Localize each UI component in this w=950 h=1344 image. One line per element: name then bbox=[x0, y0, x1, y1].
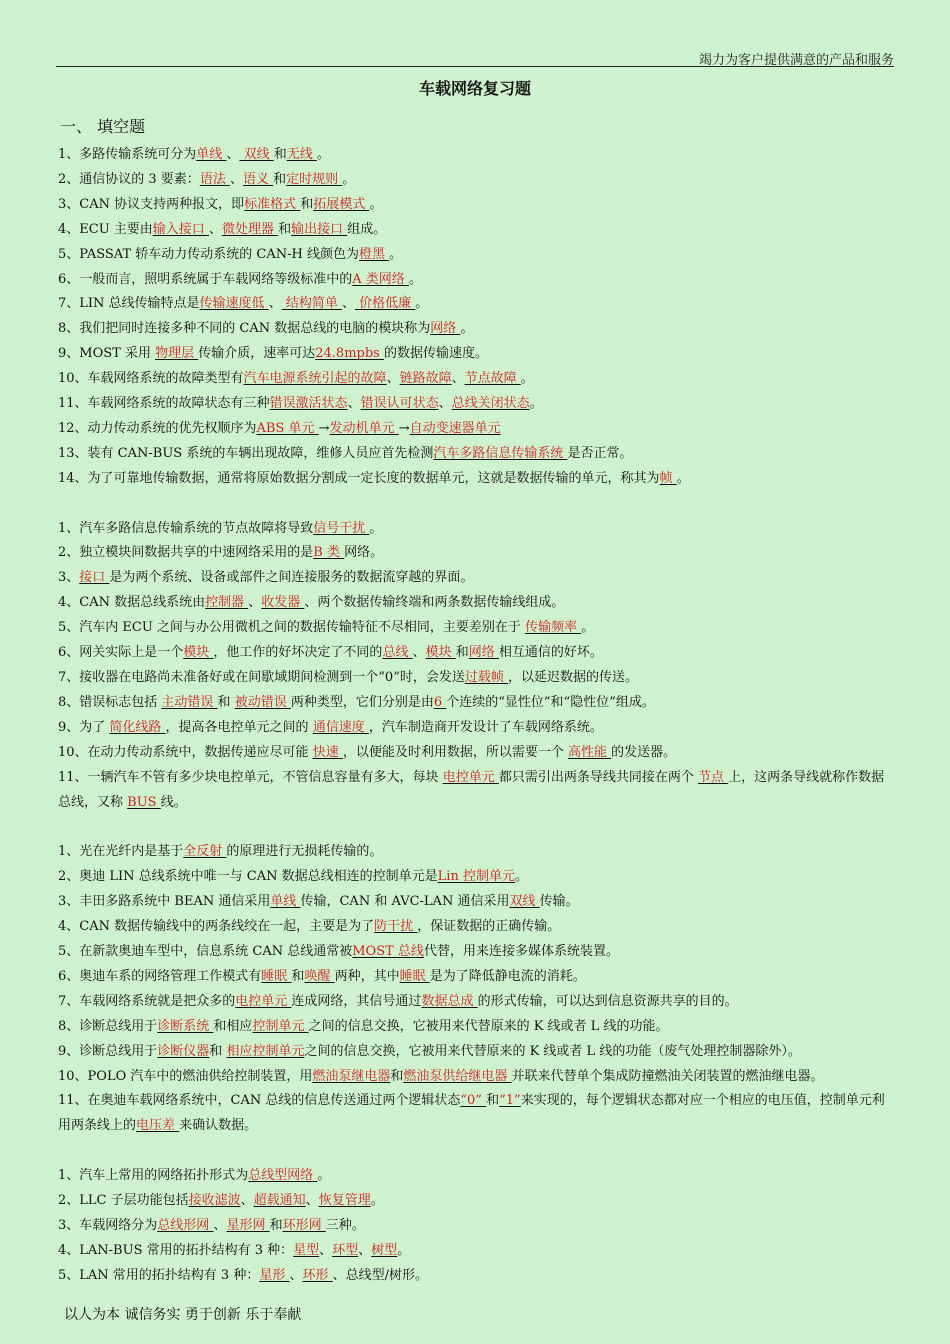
question-text: 11、车载网络系统的故障状态有三种 bbox=[58, 396, 270, 412]
question-text: 的发送器。 bbox=[611, 744, 677, 760]
answer-blank: 接收滤波 bbox=[188, 1193, 241, 1209]
question-text: 。 bbox=[676, 470, 690, 486]
question-text: 。 bbox=[369, 520, 383, 536]
answer-blank: 总线关闭状态 bbox=[451, 396, 530, 412]
answer-blank: 环形 bbox=[302, 1267, 333, 1283]
answer-blank: 主动错误 bbox=[161, 694, 218, 710]
question-text: 和 bbox=[269, 1217, 283, 1233]
question-line bbox=[58, 541, 896, 566]
question-text: 传输。 bbox=[539, 894, 579, 910]
answer-blank: 双线 bbox=[509, 894, 540, 910]
question-line bbox=[58, 1239, 896, 1264]
question-text: 连成网络，其信号通过 bbox=[291, 993, 422, 1009]
question-text: 3、 bbox=[58, 570, 80, 586]
question-line bbox=[58, 716, 896, 741]
question-text: 和 bbox=[273, 147, 287, 162]
question-text: 。 bbox=[342, 171, 356, 187]
answer-blank: 价格低廉 bbox=[354, 296, 416, 312]
question-line bbox=[58, 367, 896, 392]
answer-blank: 全反射 bbox=[183, 844, 227, 860]
question-text: 、总线型/树形。 bbox=[332, 1267, 429, 1283]
question-text: 、 bbox=[240, 1193, 254, 1209]
answer-blank: 电压差 bbox=[136, 1118, 180, 1134]
question-text: 、 bbox=[319, 1242, 333, 1258]
answer-blank: 过载帧 bbox=[464, 670, 508, 686]
question-line bbox=[58, 442, 896, 467]
answer-blank: ABS 单元 bbox=[256, 420, 319, 436]
question-text: 3、CAN 协议支持两种报文，即 bbox=[58, 196, 245, 212]
answer-blank: 相应控制单元 bbox=[226, 1043, 305, 1059]
answer-blank: MOST 总线 bbox=[352, 943, 424, 959]
question-text: 和 bbox=[390, 1068, 404, 1084]
answer-blank: “1” bbox=[499, 1093, 521, 1109]
answer-blank: 汽车电源系统引起的故障 bbox=[243, 371, 387, 387]
question-text: 13、装有 CAN-BUS 系统的车辆出现故障，维修人员应首先检测 bbox=[58, 445, 434, 461]
question-line bbox=[58, 741, 896, 766]
question-line bbox=[58, 591, 896, 616]
question-line bbox=[58, 940, 896, 965]
answer-blank: 语义 bbox=[242, 171, 274, 187]
question-text: 。 bbox=[397, 1242, 411, 1258]
answer-blank: 星型 bbox=[293, 1242, 320, 1258]
question-line bbox=[58, 1189, 896, 1214]
question-line bbox=[58, 143, 896, 168]
question-list bbox=[58, 143, 896, 1289]
question-line bbox=[58, 292, 896, 317]
question-text: 代替，用来连接多媒体系统装置。 bbox=[423, 943, 619, 959]
question-text: → bbox=[318, 420, 330, 436]
answer-blank: 睡眠 bbox=[399, 968, 430, 984]
question-text: 来确认数据。 bbox=[179, 1118, 258, 1134]
question-line bbox=[58, 1214, 896, 1239]
question-text: 9、诊断总线用于 bbox=[58, 1043, 158, 1059]
answer-blank: 单线 bbox=[270, 894, 301, 910]
question-text: 传输介质，速率可达 bbox=[198, 346, 316, 362]
question-text: 、 bbox=[248, 595, 262, 611]
question-text: 2、通信协议的 3 要素： bbox=[58, 171, 200, 187]
answer-blank: 标准格式 bbox=[244, 196, 301, 212]
question-text: 9、为了 bbox=[58, 719, 110, 735]
answer-blank: 拓展模式 bbox=[313, 196, 370, 212]
question-line bbox=[58, 317, 896, 342]
question-text: ，以延迟数据的传送。 bbox=[507, 670, 638, 686]
question-text: 10、在动力传动系统中，数据传递应尽可能 bbox=[58, 744, 313, 760]
answer-blank: 电控单元 bbox=[235, 993, 292, 1009]
answer-blank: 单线 bbox=[196, 147, 227, 162]
section-title: 一、 填空题 bbox=[60, 117, 146, 136]
answer-blank: 星形网 bbox=[226, 1217, 270, 1233]
question-line bbox=[58, 392, 896, 417]
answer-blank: 结构简单 bbox=[281, 296, 342, 312]
question-text: 和 bbox=[209, 1043, 227, 1059]
question-line bbox=[58, 666, 896, 691]
answer-blank: 错误激活状态 bbox=[269, 396, 348, 412]
question-text: 、 bbox=[229, 171, 243, 187]
question-line bbox=[58, 218, 896, 243]
answer-blank: 网络 bbox=[430, 321, 461, 337]
question-text: 、 bbox=[213, 1217, 227, 1233]
answer-blank: 链路故障 bbox=[399, 371, 452, 387]
answer-blank: 超载通知 bbox=[253, 1193, 306, 1209]
question-text: 。 bbox=[317, 1168, 331, 1184]
question-text: 10、POLO 汽车中的燃油供给控制装置，用 bbox=[58, 1068, 313, 1084]
answer-blank: 节点故障 bbox=[464, 371, 521, 387]
answer-blank: 收发器 bbox=[261, 595, 305, 611]
question-text: 是为两个系统、设备或部件之间连接服务的数据流穿越的界面。 bbox=[109, 570, 474, 586]
question-line bbox=[58, 865, 896, 890]
question-line bbox=[58, 1089, 896, 1139]
question-line bbox=[58, 616, 896, 641]
question-text: 、 bbox=[226, 147, 240, 162]
question-text: ，汽车制造商开发设计了车载网络系统。 bbox=[368, 719, 603, 735]
question-text: ，他工作的好坏决定了不同的 bbox=[213, 645, 383, 661]
question-text: 1、汽车上常用的网络拓扑形式为 bbox=[58, 1168, 249, 1184]
question-text: 和 bbox=[278, 221, 292, 237]
question-text: 、 bbox=[412, 645, 426, 661]
question-text: 。 bbox=[370, 1193, 384, 1209]
answer-blank: 定时规则 bbox=[286, 171, 343, 187]
question-line bbox=[58, 1015, 896, 1040]
question-line bbox=[58, 840, 896, 865]
question-text: 12、动力传动系统的优先权顺序为 bbox=[58, 420, 257, 436]
question-text: 。 bbox=[316, 147, 330, 162]
question-text: 。 bbox=[369, 196, 383, 212]
question-text: 之间的信息交换，它被用来代替原来的 K 线或者 L 线的功能。 bbox=[308, 1018, 669, 1034]
question-line bbox=[58, 1164, 896, 1189]
question-text: 上，这两条导线就称作数据总线，又称 bbox=[58, 769, 885, 810]
question-line bbox=[58, 691, 896, 716]
answer-blank: 简化线路 bbox=[109, 719, 166, 735]
footer-motto: 以人为本 诚信务实 勇于创新 乐于奉献 bbox=[64, 1307, 302, 1323]
question-line bbox=[58, 342, 896, 367]
question-text: 4、ECU 主要由 bbox=[58, 221, 153, 237]
question-text: 2、LLC 子层功能包括 bbox=[58, 1193, 189, 1209]
question-text: 1、光在光纤内是基于 bbox=[58, 844, 184, 860]
answer-blank: 环型 bbox=[332, 1242, 359, 1258]
question-text: 、两个数据传输终端和两条数据传输线组成。 bbox=[304, 595, 565, 611]
question-text: 传输，CAN 和 AVC-LAN 通信采用 bbox=[300, 894, 510, 910]
answer-blank: 通信速度 bbox=[312, 719, 369, 735]
answer-blank: 总线形网 bbox=[157, 1217, 214, 1233]
question-line bbox=[58, 168, 896, 193]
question-text: 7、车载网络系统就是把众多的 bbox=[58, 993, 236, 1009]
answer-blank: A 类网络 bbox=[352, 271, 409, 287]
answer-blank: 输出接口 bbox=[291, 221, 348, 237]
answer-blank: B 类 bbox=[313, 545, 345, 561]
question-text: 14、为了可靠地传输数据，通常将原始数据分割成一定长度的数据单元，这就是数据传输的单元，称其为 bbox=[58, 470, 660, 486]
answer-blank: 发动机单元 bbox=[329, 420, 399, 436]
question-text: 6、一般而言，照明系统属于车载网络等级标准中的 bbox=[58, 271, 353, 287]
question-text: 2、奥迪 LIN 总线系统中唯一与 CAN 数据总线相连的控制单元是 bbox=[58, 869, 438, 885]
question-text: 11、一辆汽车不管有多少块电控单元，不管信息容量有多大，每块 bbox=[58, 769, 443, 785]
question-text: 2、独立模块间数据共享的中速网络采用的是 bbox=[58, 545, 314, 561]
question-text: 来实现的，每个逻辑状态都对应一个相应的电压值，控制单元利用两条线上的 bbox=[58, 1093, 885, 1134]
question-text: 、 bbox=[289, 1267, 303, 1283]
question-text: 。 bbox=[520, 371, 534, 387]
question-line bbox=[58, 890, 896, 915]
question-text: 都只需引出两条导线共同接在两个 bbox=[498, 769, 698, 785]
answer-blank: 诊断系统 bbox=[157, 1018, 214, 1034]
question-text: 8、我们把同时连接多种不同的 CAN 数据总线的电脑的模块称为 bbox=[58, 321, 431, 337]
question-text: 个连续的“显性位”和“隐性位”组成。 bbox=[446, 694, 655, 710]
answer-blank: 传输频率 bbox=[525, 620, 582, 636]
question-text: 和 bbox=[300, 196, 314, 212]
answer-blank: 总线型网络 bbox=[248, 1168, 318, 1184]
answer-blank: 输入接口 bbox=[152, 221, 209, 237]
question-line bbox=[58, 990, 896, 1015]
question-text: 5、汽车内 ECU 之间与办公用微机之间的数据传输特征不尽相同，主要差别在于 bbox=[58, 620, 526, 636]
answer-blank: 语法 bbox=[199, 171, 230, 187]
question-line bbox=[58, 467, 896, 492]
question-text: 和 bbox=[486, 1093, 500, 1109]
document-title: 车载网络复习题 bbox=[418, 79, 531, 98]
group-gap bbox=[58, 492, 896, 517]
answer-blank: 无线 bbox=[286, 147, 317, 162]
question-text: 并联来代替单个集成防撞燃油关闭装置的燃油继电器。 bbox=[511, 1068, 824, 1084]
question-line bbox=[58, 915, 896, 940]
question-line bbox=[58, 1264, 896, 1289]
question-text: 10、车载网络系统的故障类型有 bbox=[58, 371, 244, 387]
answer-blank: 总线 bbox=[382, 645, 413, 661]
question-line bbox=[58, 641, 896, 666]
answer-blank: 网络 bbox=[468, 645, 499, 661]
group-gap bbox=[58, 815, 896, 840]
question-text: 两种，其中 bbox=[334, 968, 400, 984]
answer-blank: 电控单元 bbox=[442, 769, 499, 785]
question-text: 、 bbox=[438, 396, 452, 412]
question-text: 和 bbox=[291, 968, 305, 984]
question-line bbox=[58, 965, 896, 990]
question-text: 线。 bbox=[160, 794, 187, 810]
answer-blank: 高性能 bbox=[567, 744, 612, 760]
question-line bbox=[58, 417, 896, 442]
question-text: 。 bbox=[581, 620, 595, 636]
answer-blank: 快速 bbox=[312, 744, 343, 760]
header-rule bbox=[56, 66, 894, 67]
question-text: ，提高各电控单元之间的 bbox=[165, 719, 313, 735]
answer-blank: BUS bbox=[127, 794, 161, 810]
question-text: 两种类型，它们分别是由 bbox=[290, 694, 434, 710]
answer-blank: 传输速度低 bbox=[199, 296, 269, 312]
question-text: 。 bbox=[408, 271, 422, 287]
answer-blank: 24.8mpbs bbox=[315, 346, 384, 362]
question-text: 。 bbox=[460, 321, 474, 337]
question-text: ，保证数据的正确传输。 bbox=[417, 919, 561, 935]
answer-blank: 诊断仪器 bbox=[157, 1043, 210, 1059]
question-text: 、 bbox=[268, 296, 282, 312]
question-text: 6、网关实际上是一个 bbox=[58, 645, 184, 661]
question-text: 之间的信息交换，它被用来代替原来的 K 线或者 L 线的功能（废气处理控制器除外）。 bbox=[304, 1043, 801, 1059]
answer-blank: 控制单元 bbox=[252, 1018, 309, 1034]
answer-blank: 防干扰 bbox=[374, 919, 418, 935]
question-text: 、 bbox=[305, 1193, 319, 1209]
question-text: 5、PASSAT 轿车动力传动系统的 CAN-H 线颜色为 bbox=[58, 246, 359, 262]
answer-blank: 帧 bbox=[659, 470, 677, 486]
question-text: 11、在奥迪车载网络系统中，CAN 总线的信息传送通过两个逻辑状态 bbox=[58, 1093, 461, 1109]
answer-blank: 错误认可状态 bbox=[360, 396, 439, 412]
question-text: 的形式传输，可以达到信息资源共享的目的。 bbox=[477, 993, 738, 1009]
question-text: 。 bbox=[415, 296, 429, 312]
question-text: 4、CAN 数据总线系统由 bbox=[58, 595, 206, 611]
answer-blank: 模块 bbox=[183, 645, 214, 661]
question-text: 4、LAN-BUS 常用的拓扑结构有 3 种： bbox=[58, 1242, 294, 1258]
question-text: → bbox=[398, 420, 410, 436]
answer-blank: 节点 bbox=[697, 769, 729, 785]
answer-blank: 恢复管理 bbox=[318, 1193, 371, 1209]
question-text: 、 bbox=[347, 396, 361, 412]
question-text: 。 bbox=[514, 869, 528, 885]
answer-blank: “0” bbox=[460, 1093, 487, 1109]
question-line bbox=[58, 766, 896, 816]
answer-blank: 燃油泵继电器 bbox=[312, 1068, 391, 1084]
answer-blank: 双线 bbox=[239, 147, 274, 162]
question-text: 7、LIN 总线传输特点是 bbox=[58, 296, 200, 312]
question-text: 网络。 bbox=[344, 545, 384, 561]
answer-blank: 控制器 bbox=[205, 595, 249, 611]
question-text: 和相应 bbox=[213, 1018, 253, 1034]
question-text: 组成。 bbox=[347, 221, 387, 237]
question-text: 8、错误标志包括 bbox=[58, 694, 162, 710]
question-text: 、 bbox=[451, 371, 465, 387]
question-text: 是否正常。 bbox=[567, 445, 633, 461]
question-text: 和 bbox=[273, 171, 287, 187]
question-line bbox=[58, 243, 896, 268]
question-line bbox=[58, 193, 896, 218]
question-text: 1、汽车多路信息传输系统的节点故障将导致 bbox=[58, 520, 314, 536]
question-text: 4、CAN 数据传输线中的两条线绞在一起，主要是为了 bbox=[58, 919, 375, 935]
question-text: 7、接收器在电路尚未准备好或在间歇域期间检测到一个“0”时，会发送 bbox=[58, 670, 465, 686]
answer-blank: 6 bbox=[433, 694, 447, 710]
answer-blank: 微处理器 bbox=[221, 221, 279, 237]
question-line bbox=[58, 517, 896, 542]
question-text: 的数据传输速度。 bbox=[383, 346, 488, 362]
question-text: 1、多路传输系统可分为 bbox=[58, 147, 197, 162]
header-motto: 竭力为客户提供满意的产品和服务 bbox=[698, 53, 894, 68]
answer-blank: 汽车多路信息传输系统 bbox=[433, 445, 568, 461]
answer-blank: 唤醒 bbox=[304, 968, 335, 984]
question-text: 三种。 bbox=[325, 1217, 365, 1233]
question-text: 相互通信的好坏。 bbox=[498, 645, 603, 661]
answer-blank: 信号干扰 bbox=[313, 520, 370, 536]
question-text: 5、LAN 常用的拓扑结构有 3 种： bbox=[58, 1267, 260, 1283]
question-text: ，以便能及时利用数据，所以需要一个 bbox=[342, 744, 568, 760]
answer-blank: 模块 bbox=[425, 645, 456, 661]
question-line bbox=[58, 268, 896, 293]
question-text: 5、在新款奥迪车型中，信息系统 CAN 总线通常被 bbox=[58, 943, 353, 959]
question-text: 3、车载网络分为 bbox=[58, 1217, 158, 1233]
question-text: 的原理进行无损耗传输的。 bbox=[226, 844, 383, 860]
question-line bbox=[58, 1065, 896, 1090]
answer-blank: 树型 bbox=[371, 1242, 398, 1258]
question-text: 3、丰田多路系统中 BEAN 通信采用 bbox=[58, 894, 271, 910]
answer-blank: 自动变速器单元 bbox=[409, 420, 501, 436]
question-line bbox=[58, 1040, 896, 1065]
question-text: 。 bbox=[529, 396, 543, 412]
question-text: 是为了降低静电流的消耗。 bbox=[429, 968, 586, 984]
answer-blank: 睡眠 bbox=[261, 968, 292, 984]
question-text: 9、MOST 采用 bbox=[58, 346, 156, 362]
answer-blank: 星形 bbox=[259, 1267, 290, 1283]
question-line bbox=[58, 566, 896, 591]
question-text: 和 bbox=[455, 645, 469, 661]
answer-blank: 燃油泵供给继电器 bbox=[403, 1068, 512, 1084]
answer-blank: 被动错误 bbox=[234, 694, 291, 710]
question-text: 、 bbox=[208, 221, 222, 237]
question-text: 。 bbox=[389, 246, 403, 262]
question-text: 、 bbox=[386, 371, 400, 387]
question-text: 8、诊断总线用于 bbox=[58, 1018, 158, 1034]
answer-blank: 环形网 bbox=[282, 1217, 326, 1233]
group-gap bbox=[58, 1139, 896, 1164]
answer-blank: 橙黑 bbox=[358, 246, 390, 262]
question-text: 、 bbox=[341, 296, 355, 312]
answer-blank: 数据总成 bbox=[421, 993, 478, 1009]
answer-blank: Lin 控制单元 bbox=[437, 869, 515, 885]
answer-blank: 物理层 bbox=[155, 346, 199, 362]
question-text: 6、奥迪车系的网络管理工作模式有 bbox=[58, 968, 262, 984]
question-text: 、 bbox=[358, 1242, 372, 1258]
question-text: 和 bbox=[217, 694, 235, 710]
answer-blank: 接口 bbox=[79, 570, 110, 586]
